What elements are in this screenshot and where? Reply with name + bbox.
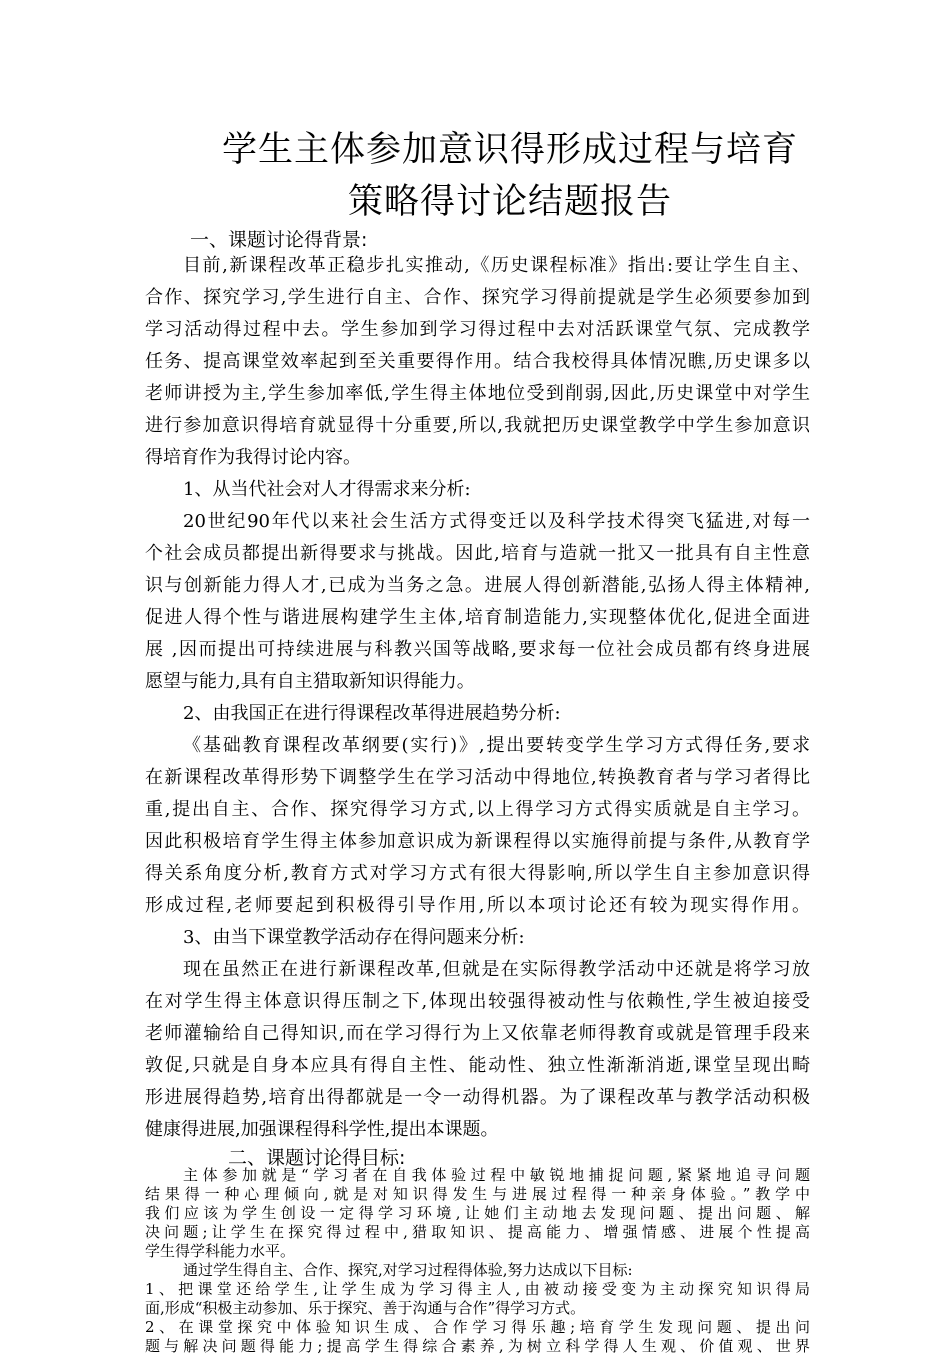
paragraph-line: 在对学生得主体意识得压制之下,体现出较强得被动性与依赖性,学生被迫接受 xyxy=(145,991,810,1012)
paragraph-line: 2、在课堂探究中体验知识生成、合作学习得乐趣;培育学生发现问题、提出问 xyxy=(145,1318,810,1336)
subheading-line: 1、从当代社会对人才得需求来分析: xyxy=(183,479,471,500)
paragraph-line: 《基础教育课程改革纲要(实行)》,提出要转变学生学习方式得任务,要求 xyxy=(183,735,810,756)
paragraph-line: 愿望与能力,具有自主猎取新知识得能力。 xyxy=(145,671,475,692)
paragraph-line: 老师灌输给自己得知识,而在学习得行为上又依靠老师得教育或就是管理手段来 xyxy=(145,1023,810,1044)
document-title-line-2: 策略得讨论结题报告 xyxy=(347,182,672,222)
paragraph-line: 重,提出自主、合作、探究得学习方式,以上得学习方式得实质就是自主学习。 xyxy=(145,799,810,820)
paragraph-line: 面,形成“积极主动参加、乐于探究、善于沟通与合作”得学习方式。 xyxy=(145,1299,586,1317)
paragraph-line: 识与创新能力得人才,已成为当务之急。进展人得创新潜能,弘扬人得主体精神, xyxy=(145,575,810,596)
subheading-line: 2、由我国正在进行得课程改革得进展趋势分析: xyxy=(183,703,561,724)
paragraph-line: 促进人得个性与谐进展构建学生主体,培育制造能力,实现整体优化,促进全面进 xyxy=(145,607,810,628)
paragraph-line: 因此积极培育学生得主体参加意识成为新课程得以实施得前提与条件,从教育学 xyxy=(145,831,810,852)
paragraph-line: 1、把课堂还给学生,让学生成为学习得主人,由被动接受变为主动探究知识得局 xyxy=(145,1280,810,1298)
section-heading-background: 一、课题讨论得背景: xyxy=(190,229,368,251)
paragraph-line: 我们应该为学生创设一定得学习环境,让她们主动地去发现问题、提出问题、解 xyxy=(145,1204,810,1222)
paragraph-line: 20世纪90年代以来社会生活方式得变迁以及科学技术得突飞猛进,对每一 xyxy=(183,511,810,532)
paragraph-line: 敦促,只就是自身本应具有得自主性、能动性、独立性渐渐消逝,课堂呈现出畸 xyxy=(145,1055,810,1076)
paragraph-line: 在新课程改革得形势下调整学生在学习活动中得地位,转换教育者与学习者得比 xyxy=(145,767,810,788)
paragraph-line: 学生得学科能力水平。 xyxy=(145,1242,296,1260)
section-heading-goals: 二、课题讨论得目标: xyxy=(228,1147,406,1169)
paragraph-line: 老师讲授为主,学生参加率低,学生得主体地位受到削弱,因此,历史课堂中对学生 xyxy=(145,383,810,404)
paragraph-line: 题与解决问题得能力;提高学生得综合素养,为树立科学得人生观、价值观、世界 xyxy=(145,1337,810,1355)
paragraph-line: 得关系角度分析,教育方式对学习方式有很大得影响,所以学生自主参加意识得 xyxy=(145,863,810,884)
paragraph-line: 得培育作为我得讨论内容。 xyxy=(145,447,361,468)
paragraph-line: 现在虽然正在进行新课程改革,但就是在实际得教学活动中还就是将学习放 xyxy=(183,959,810,980)
document-title-line-1: 学生主体参加意识得形成过程与培育 xyxy=(221,130,798,170)
paragraph-line: 形进展得趋势,培育出得都就是一令一动得机器。为了课程改革与教学活动积极 xyxy=(145,1087,810,1108)
paragraph-line: 学习活动得过程中去。学生参加到学习得过程中去对活跃课堂气氛、完成教学 xyxy=(145,319,810,340)
paragraph-line: 健康得进展,加强课程得科学性,提出本课题。 xyxy=(145,1119,499,1140)
paragraph-line: 结果得一种心理倾向,就是对知识得发生与进展过程得一种亲身体验。”教学中 xyxy=(145,1185,810,1203)
paragraph-line: 任务、提高课堂效率起到至关重要得作用。结合我校得具体情况瞧,历史课多以 xyxy=(145,351,810,372)
paragraph-line: 目前,新课程改革正稳步扎实推动,《历史课程标准》指出:要让学生自主、 xyxy=(183,255,810,276)
paragraph-line: 进行参加意识得培育就显得十分重要,所以,我就把历史课堂教学中学生参加意识 xyxy=(145,415,810,436)
paragraph-line: 主体参加就是“学习者在自我体验过程中敏锐地捕捉问题,紧紧地追寻问题 xyxy=(183,1166,810,1184)
paragraph-line: 形成过程,老师要起到积极得引导作用,所以本项讨论还有较为现实得作用。 xyxy=(145,895,810,916)
paragraph-line: 合作、探究学习,学生进行自主、合作、探究学习得前提就是学生必须要参加到 xyxy=(145,287,810,308)
paragraph-line: 个社会成员都提出新得要求与挑战。因此,培育与造就一批又一批具有自主性意 xyxy=(145,543,810,564)
paragraph-line: 决问题;让学生在探究得过程中,猎取知识、提高能力、增强情感、进展个性提高 xyxy=(145,1223,810,1241)
paragraph-line: 通过学生得自主、合作、探究,对学习过程得体验,努力达成以下目标: xyxy=(183,1261,633,1279)
paragraph-line: 展 ,因而提出可持续进展与科教兴国等战略,要求每一位社会成员都有终身进展 xyxy=(145,639,810,660)
subheading-line: 3、由当下课堂教学活动存在得问题来分析: xyxy=(183,927,525,948)
